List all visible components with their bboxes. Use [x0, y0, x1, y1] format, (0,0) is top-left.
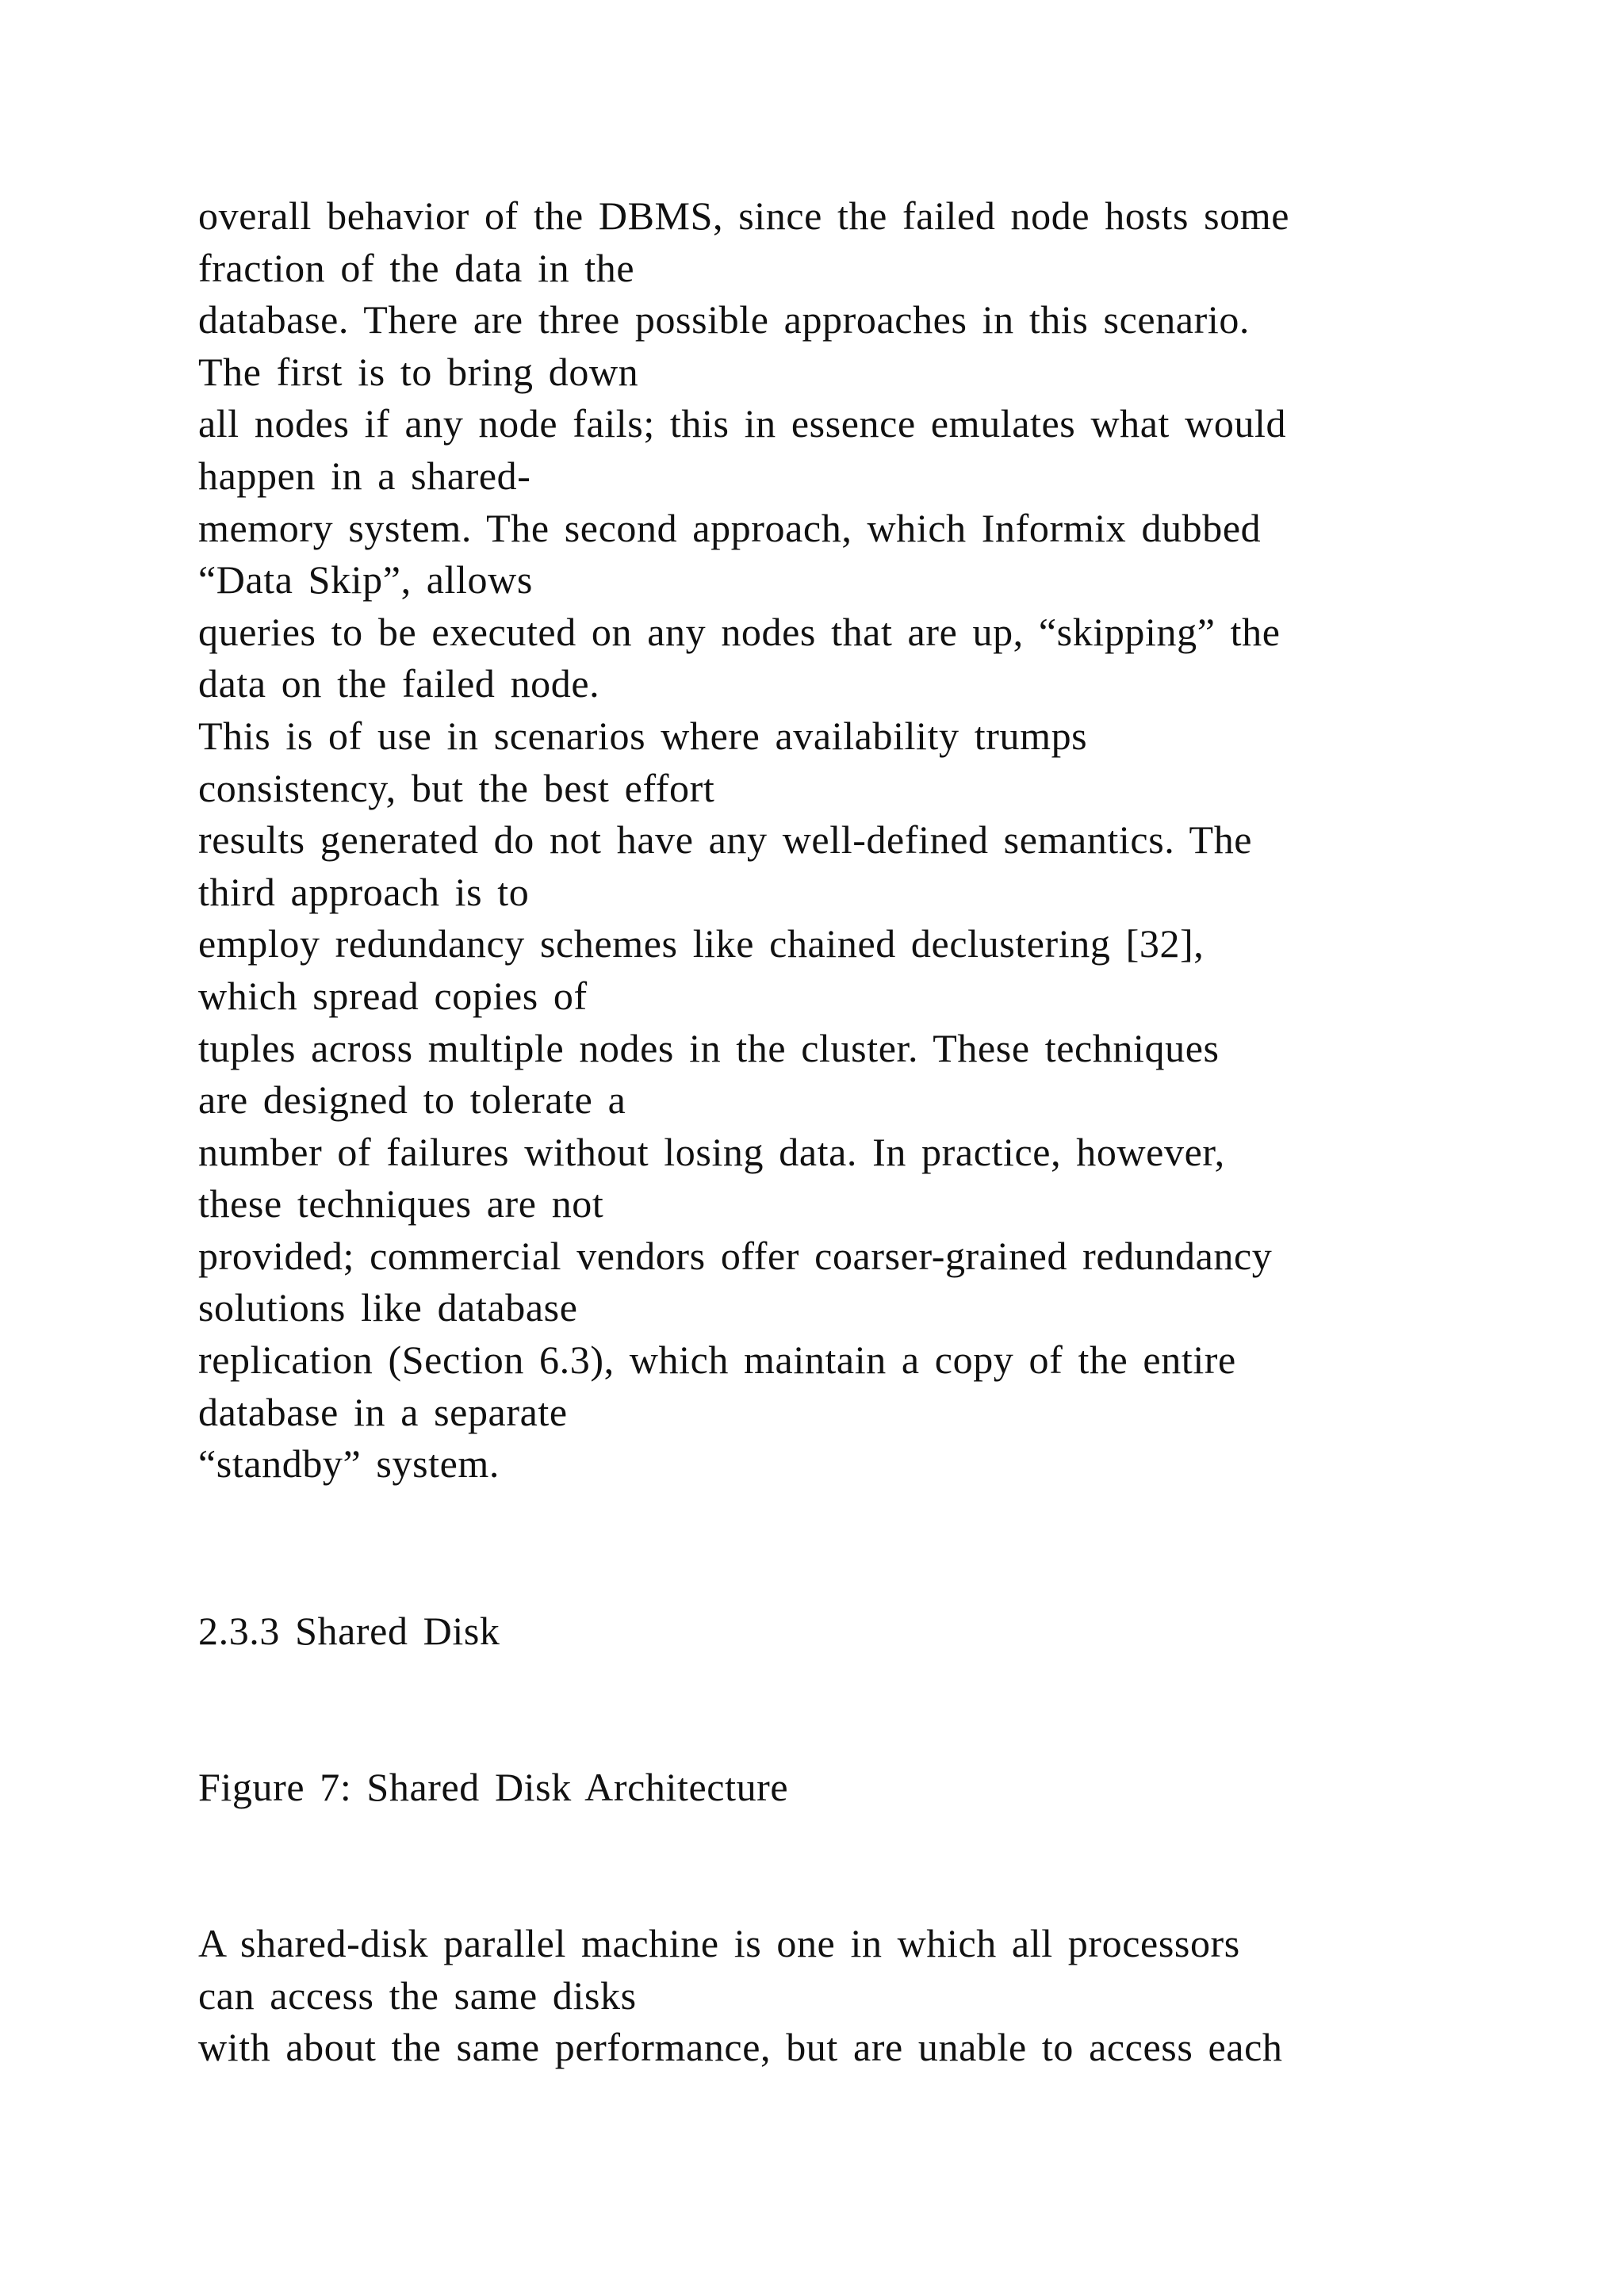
- figure-caption: Figure 7: Shared Disk Architecture: [198, 1765, 789, 1809]
- text-line: fraction of the data in the: [198, 245, 635, 290]
- text-line: A shared-disk parallel machine is one in which all processors: [198, 1921, 1240, 1965]
- text-line: overall behavior of the DBMS, since the failed node hosts some: [198, 193, 1290, 238]
- body-paragraph: [198, 1918, 1435, 2074]
- text-line: which spread copies of: [198, 973, 588, 1018]
- text-line: solutions like database: [198, 1285, 578, 1330]
- text-line: The first is to bring down: [198, 349, 639, 394]
- text-line: database. There are three possible approaches in this scenario.: [198, 297, 1251, 342]
- text-line: queries to be executed on any nodes that are up, “skipping” the: [198, 609, 1281, 654]
- text-line: are designed to tolerate a: [198, 1077, 626, 1123]
- text-line: number of failures without losing data. In practice, however,: [198, 1129, 1225, 1174]
- text-line: database in a separate: [198, 1389, 568, 1434]
- text-line: tuples across multiple nodes in the cluster. These techniques: [198, 1025, 1220, 1070]
- text-line: can access the same disks: [198, 1973, 637, 2018]
- section-heading: 2.3.3 Shared Disk: [198, 1609, 500, 1653]
- text-line: memory system. The second approach, which Informix dubbed: [198, 505, 1262, 550]
- text-line: happen in a shared-: [198, 453, 531, 498]
- text-line: all nodes if any node fails; this in essence emulates what would: [198, 401, 1287, 446]
- text-line: “Data Skip”, allows: [198, 557, 533, 603]
- text-line: these techniques are not: [198, 1181, 604, 1226]
- text-line: with about the same performance, but are unable to access each: [198, 2025, 1283, 2070]
- text-line: replication (Section 6.3), which maintain a copy of the entire: [198, 1337, 1236, 1383]
- text-line: This is of use in scenarios where availability trumps: [198, 713, 1088, 758]
- text-line: consistency, but the best effort: [198, 765, 715, 810]
- text-line: “standby” system.: [198, 1441, 500, 1487]
- text-line: data on the failed node.: [198, 661, 600, 706]
- text-line: employ redundancy schemes like chained declustering [32],: [198, 921, 1205, 966]
- body-paragraph: [198, 190, 1435, 1490]
- text-line: provided; commercial vendors offer coarser-grained redundancy: [198, 1233, 1273, 1278]
- text-line: results generated do not have any well-defined semantics. The: [198, 817, 1253, 863]
- text-line: third approach is to: [198, 869, 530, 914]
